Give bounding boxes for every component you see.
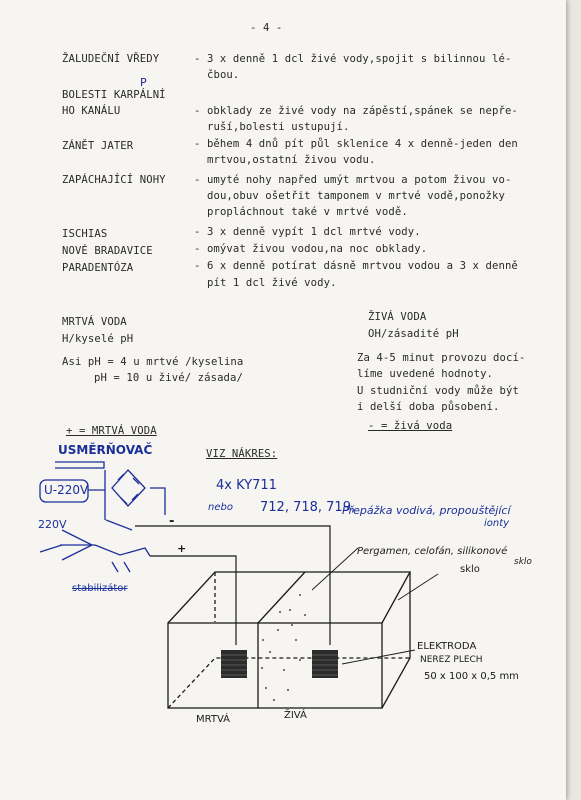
diode-alt-label: 712, 718, 719, xyxy=(260,500,356,515)
electrodes xyxy=(221,650,338,678)
plus-sign: + xyxy=(177,542,187,555)
electrode-label: ELEKTRODA xyxy=(417,641,477,652)
live-water-d1: Za 4-5 minut provozu docí- xyxy=(357,352,526,364)
voltage-label-2: 220V xyxy=(38,518,67,531)
label-zaludecni: ŽALUDEČNÍ VŘEDY xyxy=(62,53,160,65)
text-paradentoza-2: pít 1 dcl živé vody. xyxy=(207,277,337,289)
text-paradentoza-1: - 6 x denně potírat dásně mrtvou vodou a 3 x denně xyxy=(194,260,518,272)
text-jater-2: mrtvou,ostatní živou vodu. xyxy=(207,154,376,166)
handwritten-correction: P xyxy=(140,76,147,89)
text-karpalni-1: - obklady ze živé vody na zápěstí,spánek se nepře- xyxy=(194,105,518,117)
partition-material-label-2: sklo xyxy=(514,557,532,567)
drawing-heading: VIZ NÁKRES: xyxy=(206,448,278,460)
partition-label-2: ionty xyxy=(484,518,510,529)
partition-material-label: Pergamen, celofán, silikonové xyxy=(357,546,508,557)
text-karpalni-2: ruší,bolesti ustupují. xyxy=(207,121,350,133)
label-paradentoza: PARADENTÓZA xyxy=(62,262,134,274)
label-jater: ZÁNĚT JATER xyxy=(62,140,134,152)
live-chamber-label: ŽIVÁ xyxy=(284,710,307,721)
dead-water-title: MRTVÁ VODA xyxy=(62,316,127,328)
electrode-type-label: NEREZ PLECH xyxy=(420,655,483,665)
label-karpalni: BOLESTI KARPÁLNÍ xyxy=(62,89,166,101)
rectifier-circuit xyxy=(40,462,165,572)
live-water-d2: líme uvedené hodnoty. xyxy=(357,368,494,380)
live-water-sub: OH/zásadité pH xyxy=(368,328,459,340)
rectifier-label: USMĚRŇOVAČ xyxy=(58,443,153,457)
partition-label: Přepážka vodivá, propouštějící xyxy=(342,504,511,517)
dead-water-sign: + = MRTVÁ VODA xyxy=(66,425,157,437)
water-container xyxy=(168,572,410,708)
page-number: - 4 - xyxy=(250,22,283,34)
live-water-sign: - = živá voda xyxy=(368,420,453,432)
label-nohy: ZAPÁCHAJÍCÍ NOHY xyxy=(62,174,166,186)
text-zaludecni-1: - 3 x denně 1 dcl živé vody,spojit s bilinnou lé- xyxy=(194,53,512,65)
dead-water-ph1: Asi pH = 4 u mrtvé /kyselina xyxy=(62,356,244,368)
glass-label: sklo xyxy=(460,564,480,575)
dead-water-sub: H/kyselé pH xyxy=(62,333,134,345)
text-ischias: - 3 x denně vypít 1 dcl mrtvé vody. xyxy=(194,226,421,238)
label-ischias: ISCHIAS xyxy=(62,228,108,240)
live-water-d4: i delší doba působení. xyxy=(357,401,500,413)
stabilizer-label: stabilizátor xyxy=(72,583,128,594)
text-nohy-1: - umyté nohy napřed umýt mrtvou a potom živou vo- xyxy=(194,174,512,186)
text-jater-1: - během 4 dnů pít půl sklenice 4 x denně-jeden den xyxy=(194,138,518,150)
live-water-title: ŽIVÁ VODA xyxy=(368,311,427,323)
label-bradavice: NOVÉ BRADAVICE xyxy=(62,245,153,257)
electrode-size-label: 50 x 100 x 0,5 mm xyxy=(424,671,519,682)
or-label: nebo xyxy=(208,502,233,513)
diodes-label: 4x KY711 xyxy=(216,478,277,493)
text-nohy-3: propláchnout také v mrtvé vodě. xyxy=(207,206,408,218)
dead-water-ph2: pH = 10 u živé/ zásada/ xyxy=(94,372,243,384)
text-bradavice: - omývat živou vodou,na noc obklady. xyxy=(194,243,428,255)
text-nohy-2: dou,obuv ošetřit tamponem v mrtvé vodě,ponožky xyxy=(207,190,505,202)
dead-chamber-label: MRTVÁ xyxy=(196,714,230,725)
label-karpalni-2: HO KANÁLU xyxy=(62,105,121,117)
partition-membrane xyxy=(261,594,306,701)
live-water-d3: U studniční vody může být xyxy=(357,385,519,397)
text-zaludecni-2: čbou. xyxy=(207,69,240,81)
voltage-label: U-220V xyxy=(44,483,89,497)
minus-sign: - xyxy=(169,514,175,529)
wiring xyxy=(135,526,330,645)
